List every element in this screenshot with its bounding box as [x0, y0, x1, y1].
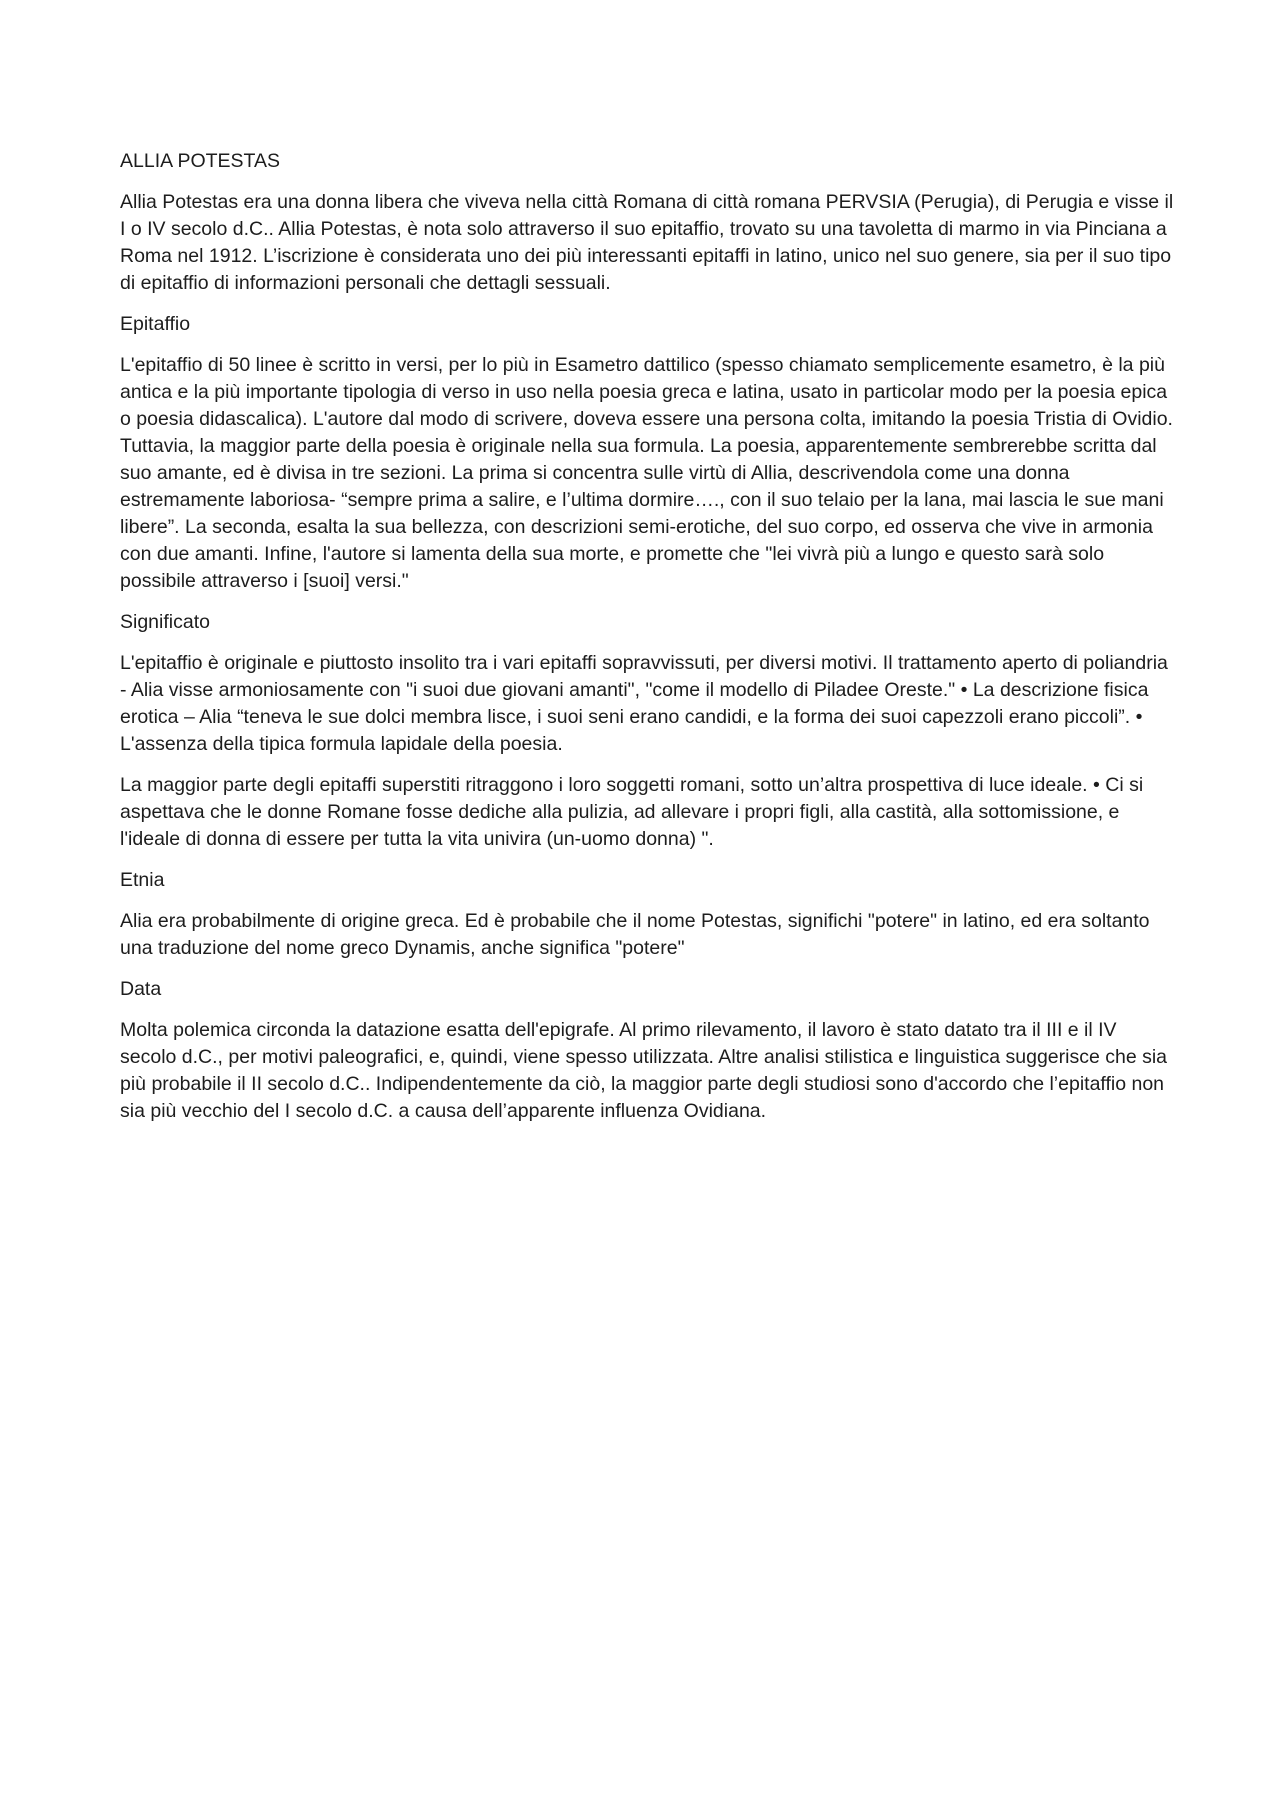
- epitaffio-paragraph: L'epitaffio di 50 linee è scritto in versi, per lo più in Esametro dattilico (spesso chiamato semplicemente esametro, è la più antica e la più importante tipologia di verso in uso nella poesia greca e latina, usato in particolar modo per la poesia epica o poesia didascalica). L'autore dal modo di scrivere, doveva essere una persona colta, imitando la poesia Tristia di Ovidio. Tuttavia, la maggior parte della poesia è originale nella sua formula. La poesia, apparentemente sembrerebbe scritta dal suo amante, ed è divisa in tre sezioni. La prima si concentra sulle virtù di Allia, descrivendola come una donna estremamente laboriosa- “sempre prima a salire, e l’ultima dormire…., con il suo telaio per la lana, mai lascia le sue mani libere”. La seconda, esalta la sua bellezza, con descrizioni semi-erotiche, del suo corpo, ed osserva che vive in armonia con due amanti. Infine, l'autore si lamenta della sua morte, e promette che "lei vivrà più a lungo e questo sarà solo possibile attraverso i [suoi] versi.": [120, 354, 1173, 592]
- data-paragraph: Molta polemica circonda la datazione esatta dell'epigrafe. Al primo rilevamento, il lavoro è stato datato tra il III e il IV secolo d.C., per motivi paleografici, e, quindi, viene spesso utilizzata. Altre analisi stilistica e linguistica suggerisce che sia più probabile il II secolo d.C.. Indipendentemente da ciò, la maggior parte degli studiosi sono d'accordo che l’epitaffio non sia più vecchio del I secolo d.C. a causa dell’apparente influenza Ovidiana.: [120, 1019, 1168, 1122]
- section-heading-data: Data: [120, 978, 162, 1000]
- document-page: [120, 148, 1175, 1139]
- section-heading-etnia: Etnia: [120, 869, 165, 891]
- section-heading-significato: Significato: [120, 611, 210, 633]
- significato-paragraph-2: La maggior parte degli epitaffi superstiti ritraggono i loro soggetti romani, sotto un’altra prospettiva di luce ideale. • Ci si aspettava che le donne Romane fosse dediche alla pulizia, ad allevare i propri figli, alla castità, alla sottomissione, e l'ideale di donna di essere per tutta la vita univira (un-uomo donna) ".: [120, 774, 1144, 850]
- etnia-paragraph: Alia era probabilmente di origine greca. Ed è probabile che il nome Potestas, significhi "potere" in latino, ed era soltanto una traduzione del nome greco Dynamis, anche significa "potere": [120, 910, 1150, 959]
- section-heading-epitaffio: Epitaffio: [120, 313, 191, 335]
- document-title: ALLIA POTESTAS: [120, 150, 281, 172]
- significato-paragraph-1: L'epitaffio è originale e piuttosto insolito tra i vari epitaffi sopravvissuti, per diversi motivi. Il trattamento aperto di poliandria - Alia visse armoniosamente con "i suoi due giovani amanti", "come il modello di Piladee Oreste." • La descrizione fisica erotica – Alia “teneva le sue dolci membra lisce, i suoi seni erano candidi, e la forma dei suoi capezzoli erano piccoli”. • L'assenza della tipica formula lapidale della poesia.: [120, 652, 1168, 755]
- intro-paragraph: Allia Potestas era una donna libera che viveva nella città Romana di città romana PERVSIA (Perugia), di Perugia e visse il I o IV secolo d.C.. Allia Potestas, è nota solo attraverso il suo epitaffio, trovato su una tavoletta di marmo in via Pinciana a Roma nel 1912. L’iscrizione è considerata uno dei più interessanti epitaffi in latino, unico nel suo genere, sia per il suo tipo di epitaffio di informazioni personali che dettagli sessuali.: [120, 191, 1174, 294]
